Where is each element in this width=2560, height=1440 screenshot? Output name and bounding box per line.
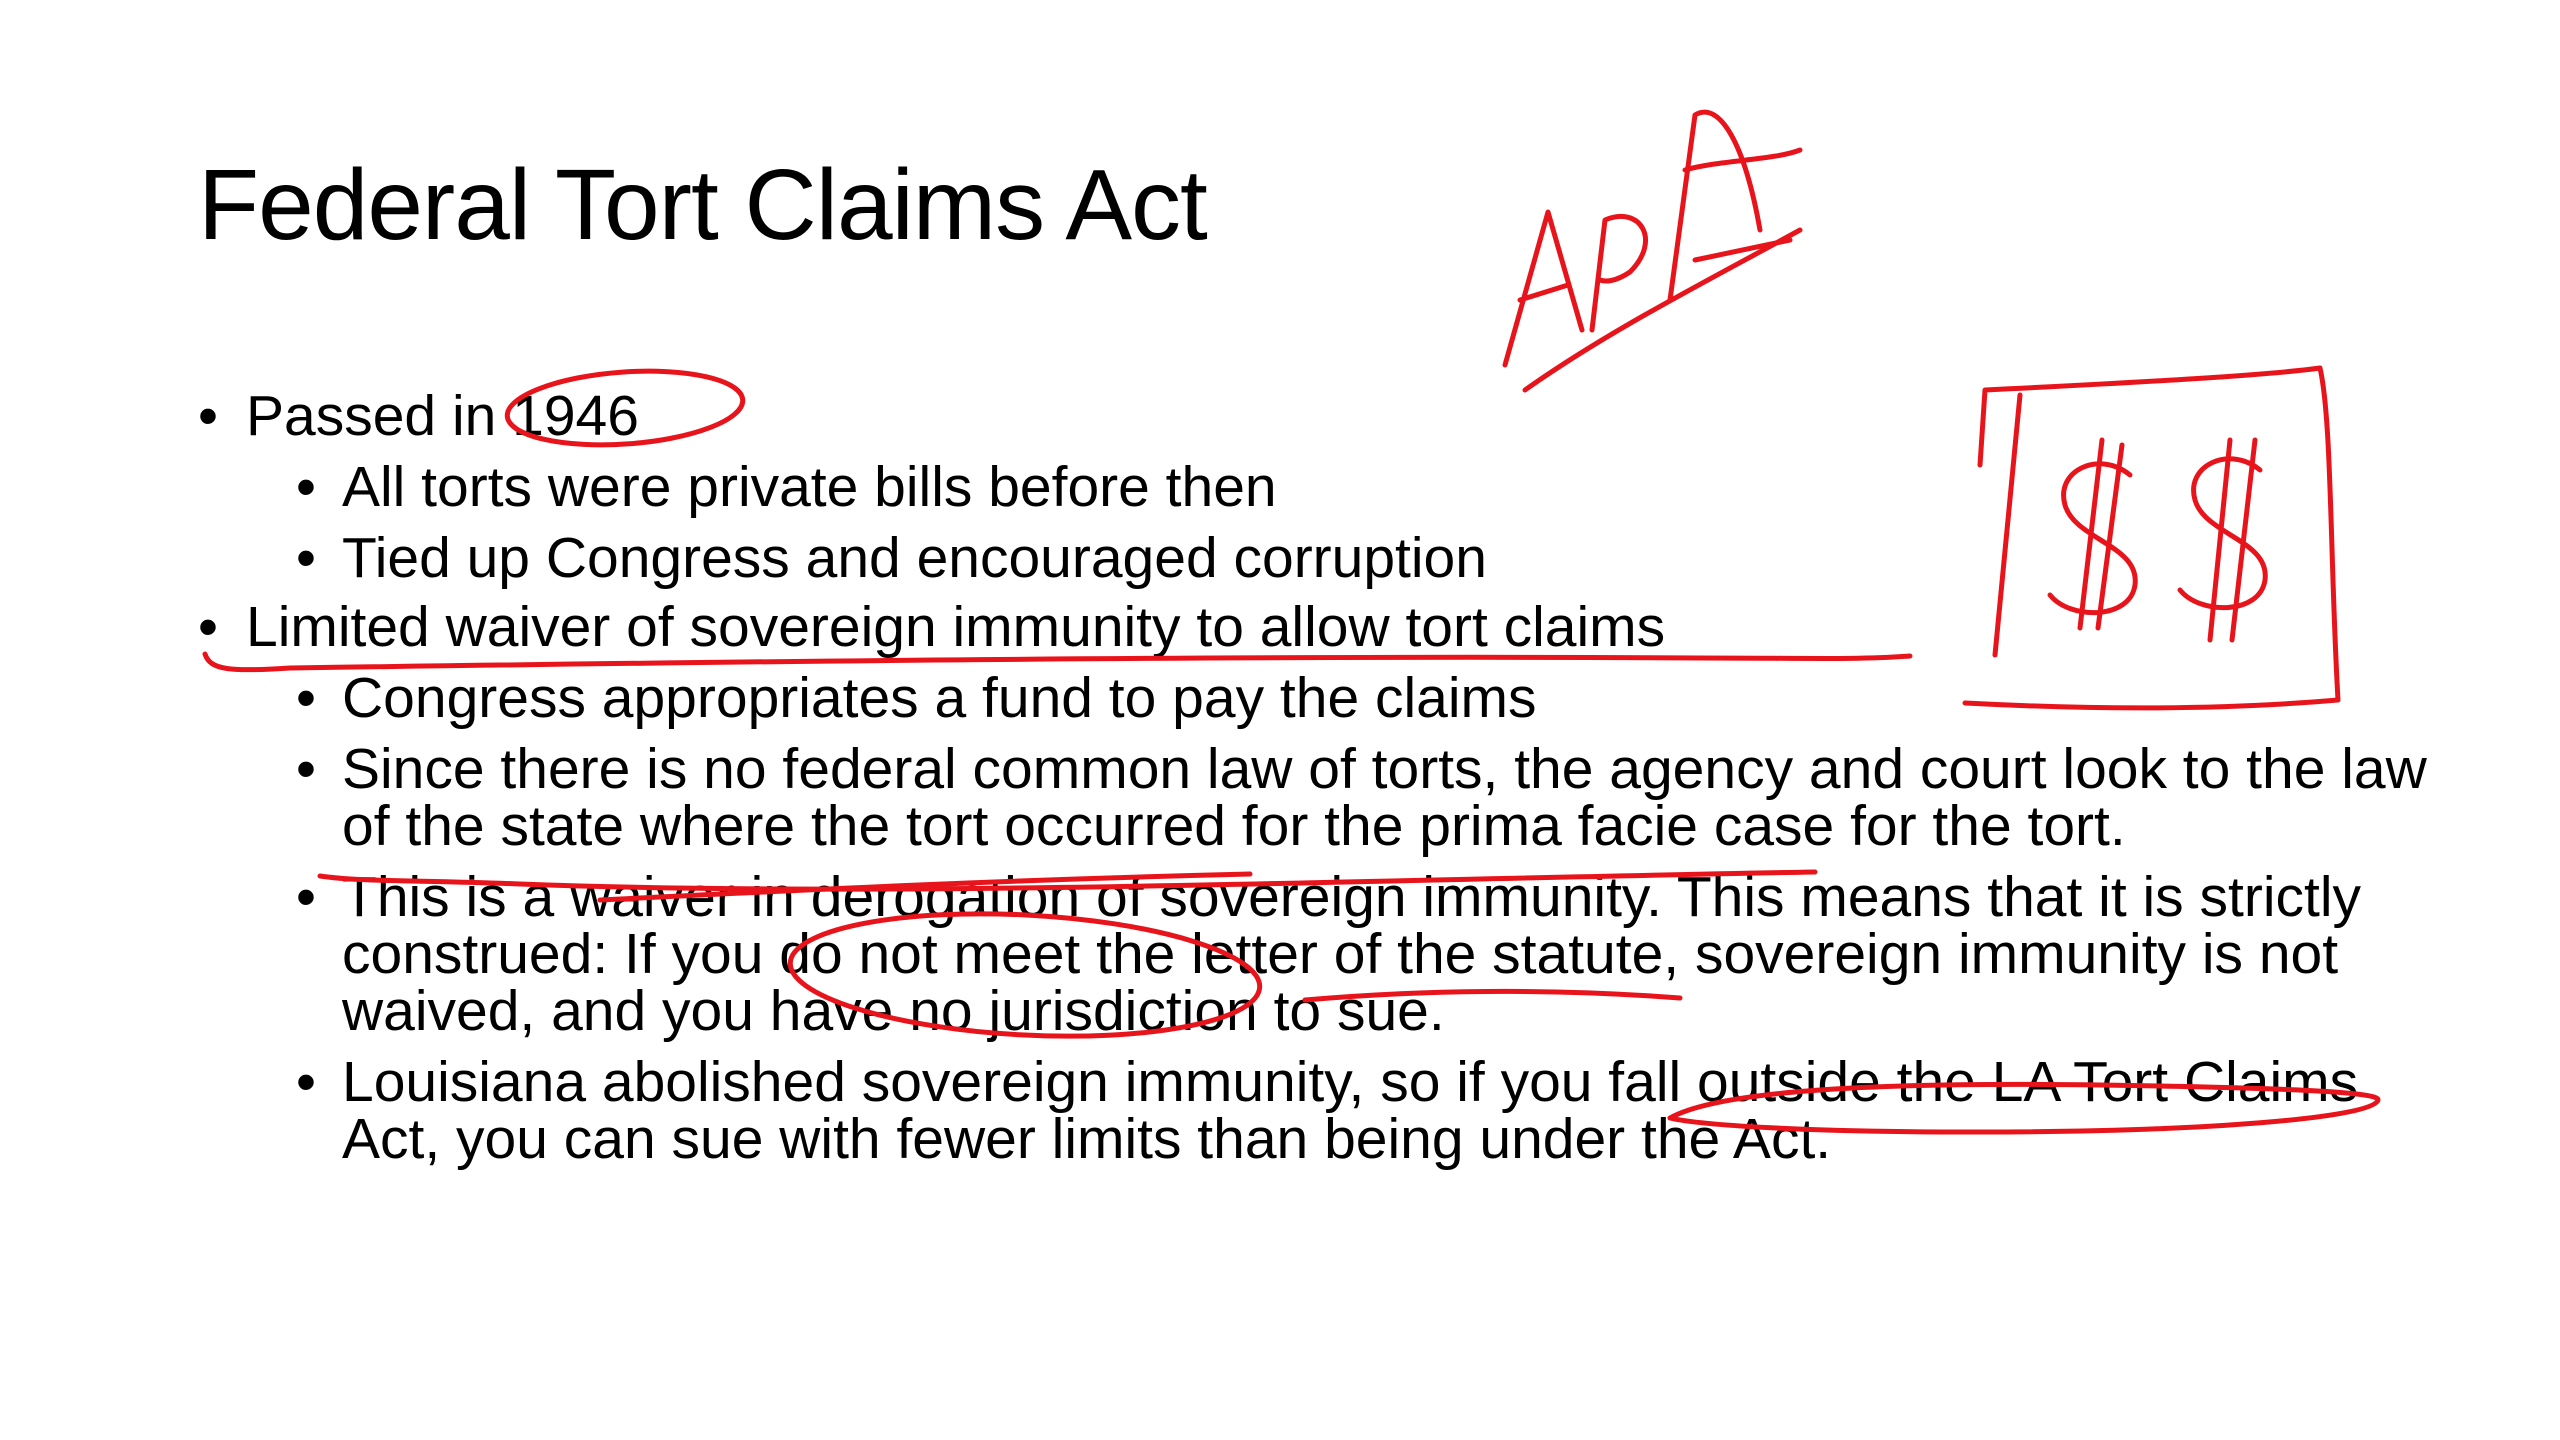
bullet-text: Congress appropriates a fund to pay the claims <box>342 666 1537 730</box>
bullet-text: Louisiana abolished sovereign immunity, so if you fall outside the LA Tort Claims Act, you can sue with fewer limits than being under the Act. <box>342 1050 2359 1171</box>
bullet-dot: • <box>296 526 316 590</box>
bullet-dot: • <box>198 595 218 659</box>
handwritten-apa-letter-p <box>1592 216 1646 330</box>
bullet-item <box>198 384 2438 448</box>
sub-bullet-item <box>198 666 2438 730</box>
bullet-text: All torts were private bills before then <box>342 455 1277 519</box>
sub-bullet-item <box>198 526 2438 590</box>
slide-title: Federal Tort Claims Act <box>198 149 1207 261</box>
bullet-text: Passed in 1946 <box>246 384 639 448</box>
bullet-dot: • <box>296 455 316 519</box>
bullet-dot: • <box>296 737 316 801</box>
bullet-list <box>198 384 2438 1171</box>
bullet-dot: • <box>296 1050 316 1114</box>
bullet-text: Since there is no federal common law of torts, the agency and court look to the law of the state where the tort occurred for the prima facie case for the tort. <box>342 737 2427 858</box>
bullet-dot: • <box>296 666 316 730</box>
bullet-dot: • <box>296 865 316 929</box>
bullet-dot: • <box>198 384 218 448</box>
bullet-text: Tied up Congress and encouraged corruption <box>342 526 1487 590</box>
bullet-text: Limited waiver of sovereign immunity to allow tort claims <box>246 595 1666 659</box>
sub-bullet-item <box>198 455 2438 519</box>
handwritten-apa-letter-a2 <box>1670 112 1800 300</box>
handwritten-apa-letter-a <box>1505 212 1582 365</box>
sub-bullet-item <box>198 737 2438 858</box>
bullet-item <box>198 595 2438 659</box>
sub-bullet-item <box>198 865 2438 1043</box>
handwritten-apa-underline <box>1525 230 1800 390</box>
bullet-text: This is a waiver in derogation of sovereign immunity. This means that it is strictly construed: If you do not meet the letter of the statute, sovereign immunity is not waived, and you have no jurisdiction to sue. <box>342 865 2361 1043</box>
sub-bullet-item <box>198 1050 2438 1171</box>
